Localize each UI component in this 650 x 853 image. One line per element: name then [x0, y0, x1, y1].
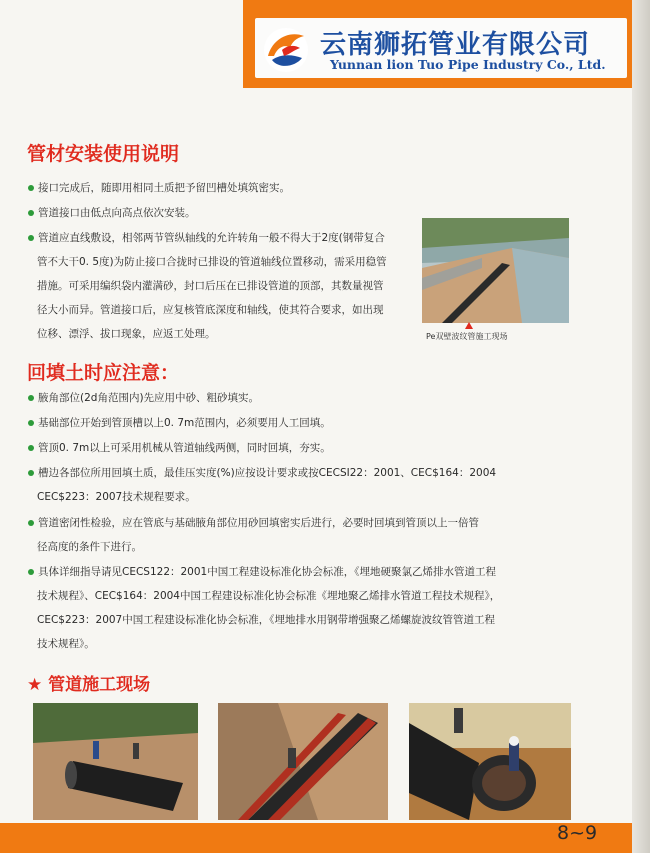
- lion-logo-icon: [262, 26, 310, 74]
- list-item-continuation: 措施。可采用编织袋内灌满砂，封口后压在已排设管道的顶部，其数量视管: [37, 280, 384, 292]
- list-item: 管道密闭性检验，应在管底与基础腋角部位用砂回填密实后进行，必要时回填到管顶以上一倍管: [28, 511, 479, 535]
- list-item: 基础部位开始到管顶槽以上0. 7m范围内，必须要用人工回填。: [28, 411, 331, 435]
- company-name-cn: 云南狮拓管业有限公司: [320, 30, 591, 60]
- construction-photo-1: [33, 703, 198, 820]
- list-item-continuation: 管不大干0. 5度)为防止接口合拢时已排设的管道轴线位置移动，需采用稳管: [37, 256, 387, 268]
- bullet-icon: [28, 235, 34, 241]
- list-item: 接口完成后，随即用相同土质把予留凹槽处填筑密实。: [28, 176, 290, 200]
- list-item-continuation: 位移、漂浮、拔口现象，应返工处理。: [37, 328, 216, 340]
- bullet-icon: [28, 520, 34, 526]
- page-spine: [632, 0, 650, 853]
- bullet-icon: [28, 569, 34, 575]
- bullet-icon: [28, 445, 34, 451]
- list-item: 槽边各部位所用回填土质，最佳压实度(%)应按设计要求或按CECSI22：2001、CEC$164：2004: [28, 461, 496, 485]
- section-title-backfill: 回填土时应注意：: [27, 362, 180, 384]
- construction-photo-2: [218, 703, 388, 820]
- section-title-site: ★ 管道施工现场: [27, 675, 151, 695]
- list-item: 管顶0. 7m以上可采用机械从管道轴线两侧，同时回填，夯实。: [28, 436, 331, 460]
- section-title-installation: 管材安装使用说明: [27, 143, 180, 165]
- list-item-continuation: 技术规程》、CEC$164：2004中国工程建设标准化协会标准《埋地聚乙烯排水管道工程技术规程》，: [37, 590, 501, 602]
- list-item: 管道应直线敷设，相邻两节管纵轴线的允许转角一般不得大于2度(钢带复合: [28, 226, 385, 250]
- bullet-icon: [28, 210, 34, 216]
- photo-caption: Pe双壁波纹管施工现场: [426, 332, 508, 341]
- construction-photo-3: [409, 703, 571, 820]
- construction-photo-riverbank: [422, 218, 569, 323]
- caption-pointer-icon: [465, 322, 473, 329]
- list-item-continuation: 技术规程》。: [37, 638, 95, 650]
- bullet-icon: [28, 395, 34, 401]
- footer-bar: [0, 823, 632, 853]
- list-item-continuation: CEC$223：2007技术规程要求。: [37, 491, 196, 503]
- company-name-en: Yunnan lion Tuo Pipe Industry Co., Ltd.: [330, 57, 606, 72]
- list-item: 管道接口由低点向高点依次安装。: [28, 201, 196, 225]
- bullet-icon: [28, 470, 34, 476]
- list-item-continuation: 径高度的条件下进行。: [37, 541, 142, 553]
- star-icon: ★: [27, 675, 43, 695]
- list-item-continuation: CEC$223：2007中国工程建设标准化协会标准，《埋地排水用钢带增强聚乙烯螺旋波纹管管道工程: [37, 614, 495, 626]
- list-item: 腋角部位(2d角范围内)先应用中砂、粗砂填实。: [28, 386, 259, 410]
- page-number: 8~9: [557, 822, 598, 844]
- bullet-icon: [28, 420, 34, 426]
- list-item: 具体详细指导请见CECS122：2001中国工程建设标准化协会标准，《埋地硬聚氯乙烯排水管道工程: [28, 560, 496, 584]
- bullet-icon: [28, 185, 34, 191]
- list-item-continuation: 径大小而异。管道接口后，应复核管底深度和轴线，使其符合要求，如出现: [37, 304, 384, 316]
